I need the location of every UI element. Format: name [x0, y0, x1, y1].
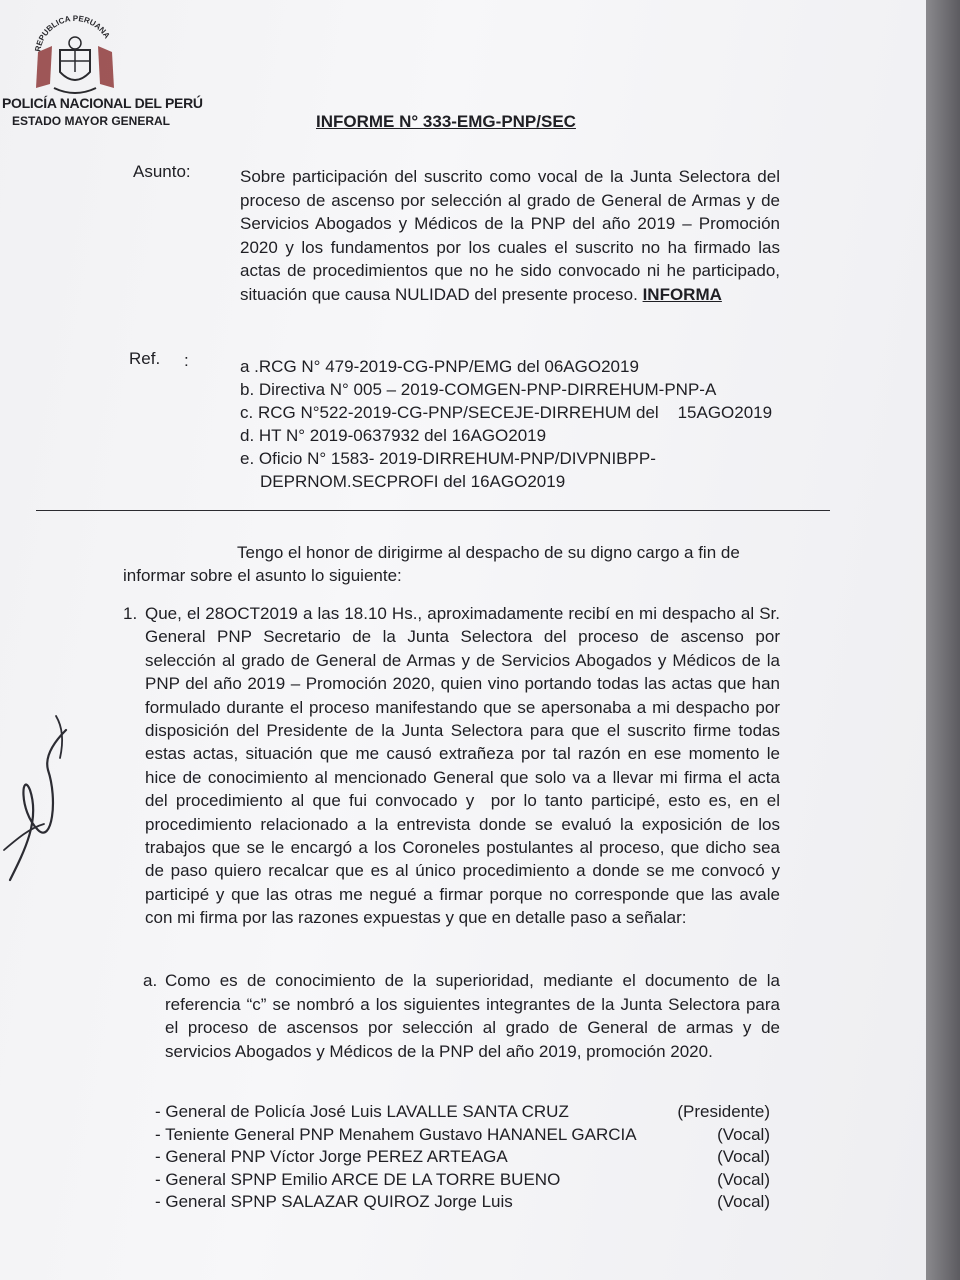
member-name: - Teniente General PNP Menahem Gustavo HANANEL GARCIA [155, 1124, 637, 1144]
member-row [155, 1124, 770, 1147]
member-row [155, 1101, 770, 1124]
intro-line: informar sobre el asunto lo siguiente: [123, 566, 402, 585]
reference-item: d. HT N° 2019-0637932 del 16AGO2019 [240, 426, 547, 445]
subject-body: Sobre participación del suscrito como vocal de la Junta Selectora del proceso de ascenso por selección al grado de General de Armas y de Servicios Abogados y Médicos de la PNP del año 2019 – Promoción 2020 y los fundamentos por los cuales el suscrito no ha firmado las actas de procedimientos que no he sido convocado ni he participado, situación que causa NULIDAD del presente proceso. [240, 167, 780, 304]
member-row [155, 1169, 770, 1192]
national-coat-of-arms-icon [28, 14, 122, 100]
report-title: INFORME N° 333-EMG-PNP/SEC [316, 112, 576, 131]
institution-header [2, 94, 203, 130]
reference-item: b. Directiva N° 005 – 2019-COMGEN-PNP-DIRREHUM-PNP-A [240, 380, 717, 399]
reference-item: a .RCG N° 479-2019-CG-PNP/EMG del 06AGO2019 [240, 357, 639, 376]
paragraph-number: 1. [123, 604, 138, 623]
member-name: - General SPNP Emilio ARCE DE LA TORRE BUENO [155, 1169, 561, 1189]
reference-item-continuation: DEPRNOM.SECPROFI del 16AGO2019 [260, 472, 566, 491]
subject-emphasis: INFORMA [642, 284, 722, 304]
reference-item: c. RCG N°522-2019-CG-PNP/SECEJE-DIRREHUM del 15AGO2019 [240, 403, 773, 422]
svg-text:REPUBLICA PERUANA: REPUBLICA PERUANA [33, 14, 112, 53]
member-row [155, 1146, 770, 1169]
background-surface [926, 0, 960, 1280]
sub-paragraph-letter: a. [143, 971, 158, 990]
member-role: (Presidente) [677, 1102, 770, 1121]
member-role: (Vocal) [717, 1124, 770, 1144]
reference-list [240, 355, 772, 493]
member-role: (Vocal) [717, 1192, 770, 1211]
subject-label: Asunto: [133, 162, 191, 181]
member-name: - General PNP Víctor Jorge PEREZ ARTEAGA [155, 1147, 508, 1166]
sub-paragraph-text: Como es de conocimiento de la superioridad, mediante el documento de la referencia “c” se nombró a los siguientes integrantes de la Junta Selectora para el proceso de ascensos por selección al grado de General de armas y de servicios Abogados y Médicos de la PNP del año 2019, promoción 2020. [165, 971, 780, 1061]
intro-paragraph [123, 541, 803, 587]
reference-label: Ref. [129, 349, 161, 368]
intro-line: Tengo el honor de dirigirme al despacho de su digno cargo a fin de [237, 543, 740, 562]
member-role: (Vocal) [717, 1147, 770, 1166]
sub-paragraph-a [143, 969, 780, 1063]
board-members-list [155, 1101, 770, 1214]
institution-name: POLICÍA NACIONAL DEL PERÚ [2, 95, 203, 111]
numbered-paragraph-1 [123, 602, 785, 930]
member-name: - General de Policía José Luis LAVALLE SANTA CRUZ [155, 1102, 569, 1121]
reference-item: e. Oficio N° 1583- 2019-DIRREHUM-PNP/DIVPNIBPP- [240, 449, 656, 468]
paragraph-text: Que, el 28OCT2019 a las 18.10 Hs., aproximadamente recibí en mi despacho al Sr. General PNP Secretario de la Junta Selectora del proceso de ascenso por selección al grado de General de Armas y de Servicios Abogados y Médicos de la PNP del año 2019 – Promoción 2020, quien vino portando todas las actas que han formulado durante el proceso manifestando que se apersonaba a mi despacho por disposición del Presidente de la Junta Selectora para que el suscrito firme todas estas actas, situación que me causó extrañeza por tal razón en ese momento le hice de conocimiento al mencionado General que solo va a llevar mi firma el acta del procedimiento al que fui convocado y por lo tanto participé, esto es, en el procedimiento relacionado a la entrevista donde se evaluó la exposición de los trabajos que se le encargó a los Coroneles postulantes al proceso, que dicho sea de paso quiero recalcar que es al único procedimiento a donde se me convocó y participé y que las otras me negué a firmar porque no corresponde que las avale con mi firma por las razones expuestas y que en detalle paso a señalar: [145, 604, 785, 928]
member-row [155, 1191, 770, 1214]
divider [36, 510, 830, 511]
subject-text [240, 165, 780, 306]
member-role: (Vocal) [717, 1169, 770, 1189]
reference-colon: : [184, 351, 189, 370]
unit-name: ESTADO MAYOR GENERAL [12, 114, 171, 128]
member-name: - General SPNP SALAZAR QUIROZ Jorge Luis [155, 1192, 513, 1211]
handwritten-signature-icon [0, 700, 80, 900]
